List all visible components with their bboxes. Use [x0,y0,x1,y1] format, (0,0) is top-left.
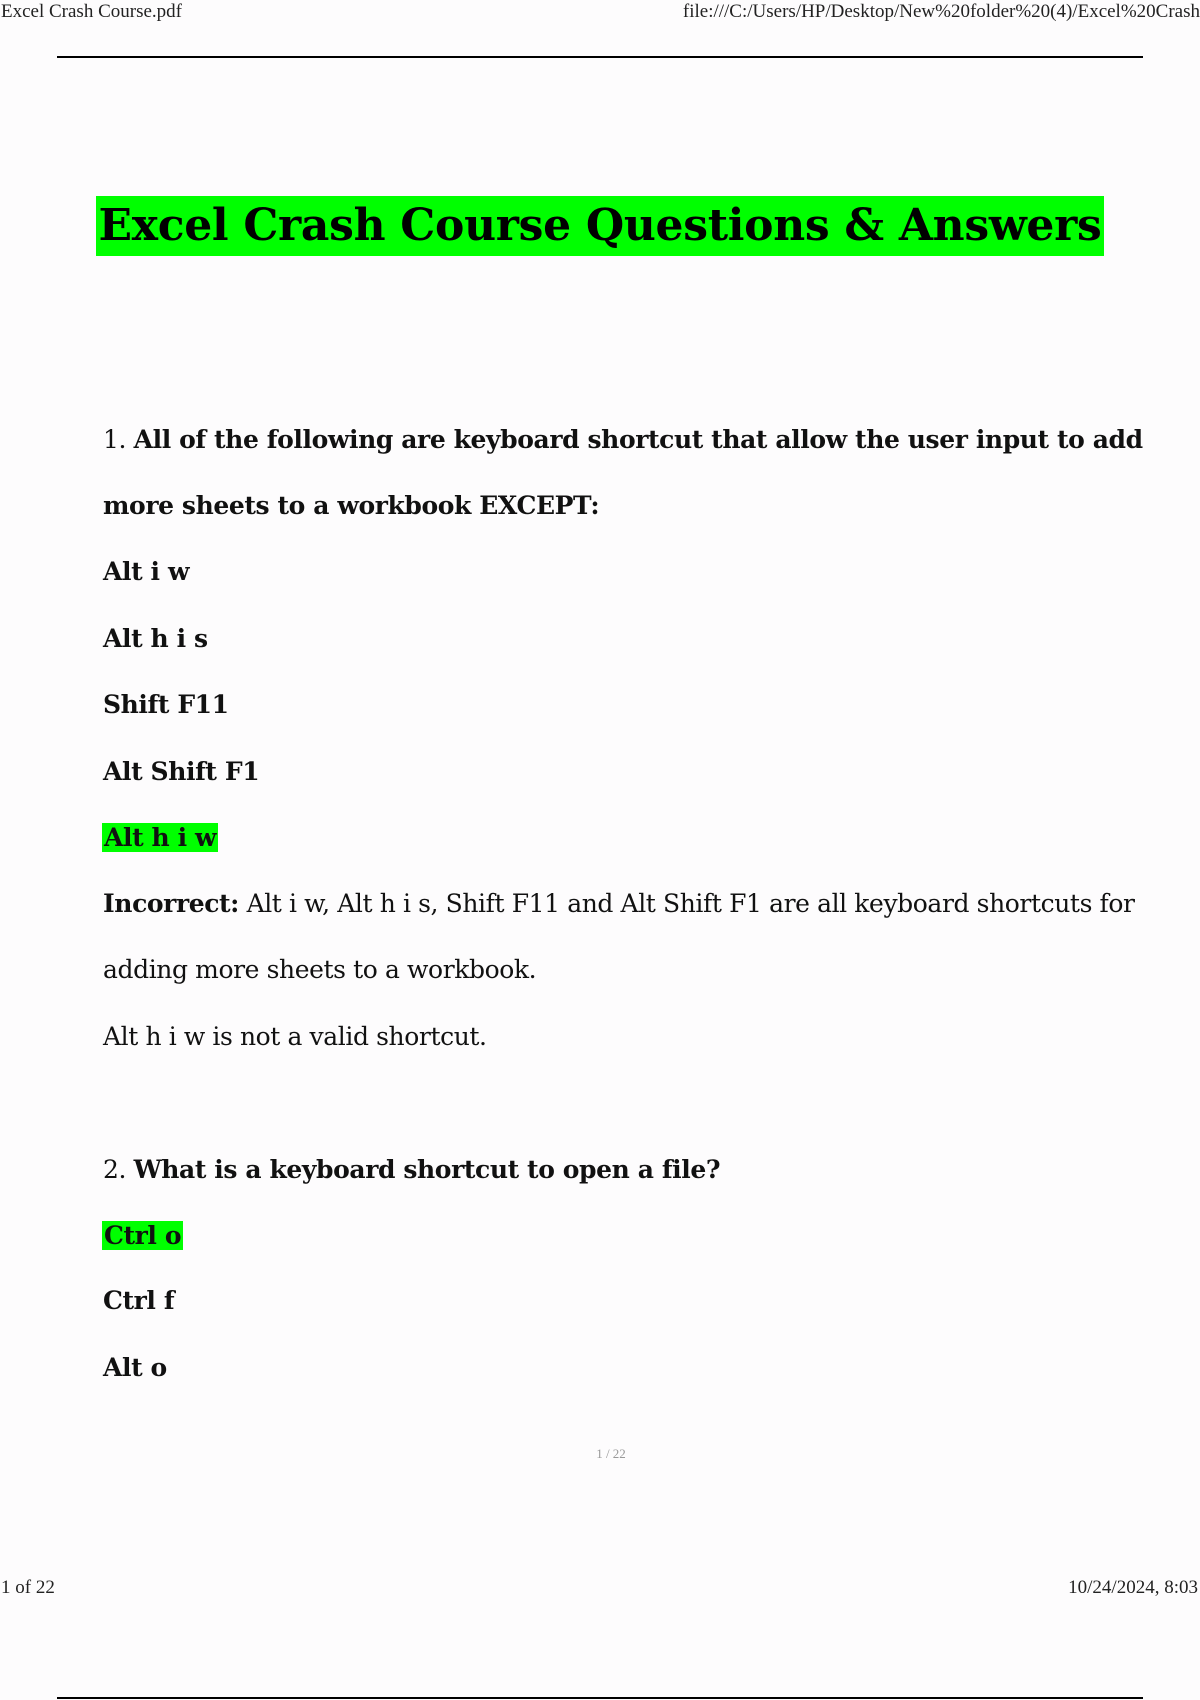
title-container [0,196,1200,256]
print-footer-timestamp: 10/24/2024, 8:03 [1068,1577,1198,1598]
header-rule [57,56,1143,58]
q1-number: 1. [103,425,127,454]
q1-question-line1 [103,423,1143,457]
footer-rule [57,1697,1143,1699]
q1-explanation-text: Alt i w, Alt h i s, Shift F11 and Alt Shift F1 are all keyboard shortcuts for [246,889,1135,918]
q1-explanation-line2: adding more sheets to a workbook. [103,955,537,984]
q1-option-3: Shift F11 [103,690,229,719]
document-title: Excel Crash Course Questions & Answers [96,196,1105,256]
q1-explanation-line1 [103,887,1135,921]
q1-option-4: Alt Shift F1 [103,757,260,786]
q2-question-text: What is a keyboard shortcut to open a file? [133,1155,721,1184]
print-header-filename: Excel Crash Course.pdf [1,1,182,22]
q1-question-line2: more sheets to a workbook EXCEPT: [103,491,600,520]
q2-question-line [103,1153,720,1187]
q1-option-2: Alt h i s [103,624,208,653]
q1-question-text-1: All of the following are keyboard shortcut that allow the user input to add [133,425,1143,454]
q1-correct-answer: Alt h i w [104,823,217,852]
q2-answer-line [103,1219,183,1253]
q2-number: 2. [103,1155,127,1184]
q1-explanation-label: Incorrect: [103,889,240,918]
print-header-path: file:///C:/Users/HP/Desktop/New%20folder%20(4)/Excel%20Crash [682,1,1200,22]
q2-option-1: Ctrl f [103,1286,175,1315]
print-footer-page-count: 1 of 22 [1,1577,55,1598]
q2-correct-answer: Ctrl o [104,1221,182,1250]
q1-answer-line [103,821,218,855]
q1-explanation-line3: Alt h i w is not a valid shortcut. [103,1022,487,1051]
page-indicator: 1 / 22 [596,1446,626,1461]
q2-option-2: Alt o [103,1353,167,1382]
q1-option-1: Alt i w [103,557,190,586]
